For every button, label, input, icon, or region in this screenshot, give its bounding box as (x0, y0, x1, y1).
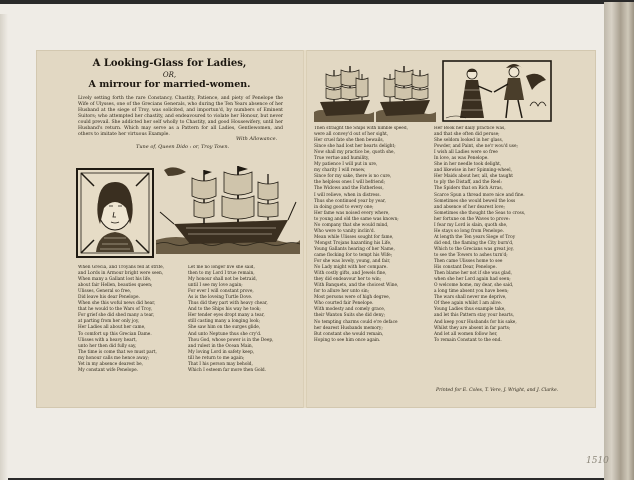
verse-column-2 (188, 265, 298, 374)
verse-line: And let all women follow her, (434, 331, 498, 337)
verse-line: to ply the Distaff, and the Reel: (434, 180, 502, 186)
verse-line: And to the Ships his way he took; (188, 307, 261, 313)
verse-line: His constant Dear, Penelope. (434, 265, 497, 271)
verse-line: For ever I will constant prove, (188, 289, 254, 295)
verse-line: In love, as was Penelope. (434, 156, 489, 162)
verse-line: until I see my love again; (188, 283, 243, 289)
verse-line: that he would to the Wars of Troy, (78, 307, 152, 313)
tune-line: Tune of, Queen Dido : or, Troy Town. (136, 144, 230, 150)
verse-line: To comfort up this Grecian Dame. (78, 331, 152, 337)
verse-line: With costly gifts, and Jewels fine, (314, 271, 387, 277)
verse-line: I fear my Lord is slain, quoth she, (434, 222, 508, 228)
verse-line: My honour shall not be betraid, (188, 277, 257, 283)
verse-line: her dearest Husbands memory; (314, 325, 383, 331)
verse-line: Then straight the Ships with nimble speed, (314, 126, 408, 131)
verse-line: Sometimes she thought the Seas to cross, (434, 210, 526, 216)
verse-line: Powder, and Paint, she ne'r wou'd use; (434, 144, 518, 150)
verse-line: and absence of her dearest love; (434, 204, 505, 210)
verse-column-4 (434, 126, 552, 344)
broadside-sheet (36, 50, 596, 408)
verse-line: were all convey'd out of her sight, (314, 132, 389, 138)
verse-line: my honour calls me hence away; (78, 355, 150, 361)
ship-woodcut-b (376, 64, 436, 122)
verse-line: Scarce Spun a thread more nice and fine. (434, 192, 525, 198)
intro-prose: Lively setting forth the rare Constancy, Chastity, Patience, and piety of Penelope the Wife of Ulysses, one of the Grecians Generals, who during the Ten Years absence of her Husband at the siege of Troy, was solicited, and importun'd, by numbers of Eminent Suitors; who attempted her chastity, and endeavoured to violate her Honour, but never could prevail. She addicted her self wholly to Chastity, and good Housewifery, until her Husband's return. Which may serve as a Pattern for all Ladies, Gentlewomen, and others to imitate her virtuous Example. (78, 96, 283, 137)
verse-line: He stays so long from Penelope. (434, 228, 504, 234)
verse-line: and let this Pattern stay your hearts, (434, 313, 515, 319)
verse-line: Her Book her daily practice was, (434, 126, 506, 131)
verse-line: My constant wife Penelope. (78, 367, 139, 373)
verse-line: Which to the Grecians was great joy, (434, 246, 514, 252)
ship-woodcut-large (156, 162, 300, 254)
verse-line: My patience I will put in ure, (314, 162, 378, 168)
verse-line: No company that she would mind, (314, 222, 389, 228)
verse-line: a long time absent you have been; (434, 289, 509, 295)
verse-line: their Wanton Suits she did deny; (314, 313, 386, 319)
verse-line: Of thee again whilst I am alive. (434, 301, 503, 307)
verse-line: When Grecia, and Troyans fell at strife, (78, 265, 165, 270)
verse-line: With Banquets, and the choicest Wine, (314, 283, 399, 289)
verse-line: unto her then did fully say, (78, 343, 137, 349)
verse-line: Since she had lost her hearts delight; (314, 144, 396, 150)
verse-line: I will relieve, when in distress. (314, 192, 381, 198)
verse-line: Thus did they part with heavy chear, (188, 301, 268, 307)
verse-line: Young Ladies thus example take, (434, 307, 506, 313)
verse-line: Mean while Ulisses sought for fame, (314, 234, 394, 240)
verse-line: Then came Ulisses home to see (434, 259, 503, 265)
verse-line: No tempting charms could e're deface (314, 319, 398, 325)
verse-line: at parting from her only joy, (78, 319, 140, 325)
verse-line: Sometimes she would beweil the loss (434, 198, 516, 204)
verse-line: till he return to me again; (188, 355, 245, 361)
portrait-woodcut (76, 168, 154, 258)
verse-line: Thou God, whose power is in the Deep, (188, 337, 274, 343)
title-line-2: A mirrour for married-women. (88, 79, 251, 90)
verse-line: then to my Lord I true remain, (188, 271, 255, 277)
verse-line: in doing good to every one; (314, 204, 374, 210)
verse-line: Did leave his dear Penelope. (78, 295, 140, 301)
verse-line: the helpless ones I will befriend; (314, 180, 386, 186)
verse-line: Her Maids about her, all, she taught (434, 174, 513, 180)
verse-line: As is the loveing Turtle Dove. (188, 295, 253, 301)
verse-line: Ulisses with a heavy heart, (78, 337, 137, 343)
verse-line: My loving Lord in safety keep, (188, 349, 255, 355)
verse-line: She seldom looked in her glass, (434, 138, 504, 144)
verse-line: I wish all Ladies were so free (434, 150, 498, 156)
verse-line: Now shall my practice be, quoth she, (314, 150, 395, 156)
verse-line: Whilst they are absent in far parts; (434, 325, 511, 331)
verse-line: when she her Lord again had seen; (434, 277, 511, 283)
verse-line: True vertue and humility, (314, 156, 370, 162)
couple-woodcut (442, 60, 552, 122)
imprint: Printed for E. Coles, T. Vere, J. Wright, and J. Clarke. (436, 388, 559, 393)
verse-line: Then blame her not if she was glad, (434, 271, 512, 277)
verse-line: The wars shall never me deprive, (434, 295, 507, 301)
verse-line: Yet in my absence dearest be, (78, 361, 144, 367)
album-binding-strip (0, 14, 8, 480)
verse-line: To remain Constant to the end. (434, 337, 502, 343)
verse-line: When many a Gallant lost his life, (78, 277, 152, 283)
verse-line: came flocking for to tempt his Wife; (314, 252, 393, 258)
verse-line: did end, the flaming the City burn'd, (434, 240, 514, 246)
verse-line: still casting many a longing look; (188, 319, 261, 325)
verse-line: and likewise in her Spinning-wheel, (434, 168, 512, 174)
verse-line: and that she often did peruse; (434, 132, 500, 138)
verse-line: and Lords in Armour bright were seen, (78, 271, 164, 277)
verse-line: Young Gallants hearing of her Name, (314, 246, 395, 252)
verse-line: And unto Neptune thus she cry'd. (188, 331, 262, 337)
verse-line: At length the Ten years Siege of Troy (434, 234, 516, 240)
ship-woodcut-a (314, 64, 374, 122)
album-page-edges (604, 2, 634, 480)
verse-line: to see the Towers to ashes turn'd; (434, 252, 508, 258)
verse-line: And keep your Husbands for his sake, (434, 319, 517, 325)
verse-line: my charity I will renew, (314, 168, 366, 174)
verse-line: The time is come that we must part, (78, 349, 157, 355)
with-allowance: With Allowance. (236, 136, 278, 142)
verse-line: But constant she would remain, (314, 331, 384, 337)
verse-line: With modesty and comely grace, (314, 307, 386, 313)
verse-line: 'Mongst Trojans hazarding his Life, (314, 240, 392, 246)
verse-line: about fair Hellen, beauties queen; (78, 283, 153, 289)
verse-column-1 (78, 265, 188, 374)
verse-line: Thus she continued year by year, (314, 198, 386, 204)
verse-line: they did endeavour her to win; (314, 277, 382, 283)
verse-line: The Spiders that on Rich Arras, (434, 186, 503, 192)
verse-line: Her Ladies all about her came, (78, 325, 146, 331)
verse-line: to young and old the same was known; (314, 216, 399, 222)
verse-line: Let me no longer live she said, (188, 265, 255, 270)
verse-line: Her tender eyes dropt many a tear, (188, 313, 265, 319)
folio-number: 1510 (586, 456, 609, 466)
verse-line: Her cruel fate she then bewails, (314, 138, 384, 144)
verse-line: her fortune on the Waves to prove: (434, 216, 510, 222)
verse-line: Who courted fair Penelope. (314, 301, 374, 307)
center-fold (303, 50, 307, 408)
verse-line: Which I esteem far more then Gold. (188, 367, 267, 373)
verse-line: Hoping to see him once again. (314, 337, 381, 343)
title-or: OR, (162, 71, 177, 79)
title-line-1: A Looking-Glass for Ladies, (92, 58, 247, 69)
verse-column-3 (314, 126, 432, 344)
verse-line: and rulest in the Ocean Main, (188, 343, 254, 349)
verse-line: When she this woful news did hear, (78, 301, 156, 307)
verse-line: For grief she did shed many a tear, (78, 313, 155, 319)
verse-line: She in her needle took delight, (434, 162, 502, 168)
verse-line: Who were to vanity inclin'd. (314, 228, 376, 234)
verse-line: Ulisses, General so free, (78, 289, 132, 295)
verse-line: Her fame was noised every where, (314, 210, 390, 216)
verse-line: Since for my sake, there is no cure, (314, 174, 392, 180)
verse-line: The Widows and the Fatherless, (314, 186, 384, 192)
verse-line: She saw him on the surges glide, (188, 325, 261, 331)
verse-line: for to allure her unto sin; (314, 289, 370, 295)
verse-line: O welcome home, my dear, she said, (434, 283, 514, 289)
verse-line: That I his person may behold, (188, 361, 253, 367)
verse-line: For she was lovely, young, and fair, (314, 259, 391, 265)
verse-line: No Lady might with her compare. (314, 265, 388, 271)
verse-line: Most persons were of high degree, (314, 295, 391, 301)
